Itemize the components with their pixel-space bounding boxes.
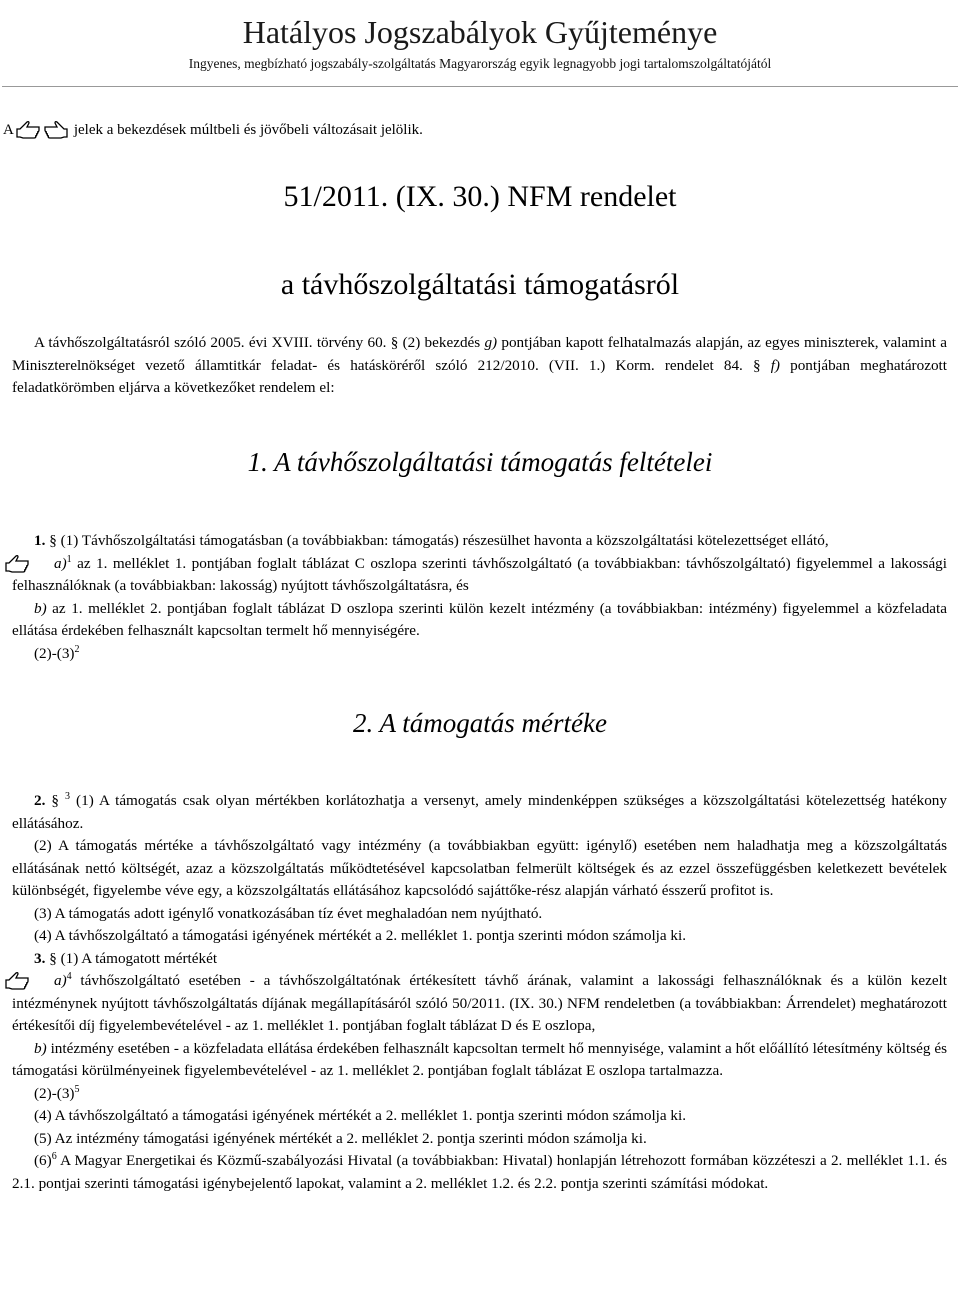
footnote-ref[interactable]: 2 xyxy=(74,643,80,655)
act-number: 51/2011. (IX. 30.) NFM rendelet xyxy=(283,180,677,213)
footnote-ref[interactable]: 1 xyxy=(66,553,72,565)
preamble-part1: A távhőszolgáltatásról szóló 2005. évi XVIII. törvény 60. § (2) bekezdés xyxy=(34,334,485,351)
hand-left-icon xyxy=(4,555,30,573)
hand-right-icon xyxy=(43,121,69,139)
section-1-body xyxy=(12,530,947,665)
preamble-g: g) xyxy=(484,334,498,351)
point-label: a) xyxy=(54,972,67,989)
point-label: b) xyxy=(34,1039,47,1057)
footnote-ref[interactable]: 6 xyxy=(51,1150,57,1162)
paragraph-number: 3. xyxy=(34,949,46,967)
point-text: az 1. melléklet 2. pontjában foglalt táblázat D oszlopa szerinti külön kezelt intézmény (a továbbiakban: intézmény) figyelemmel a közfeladata ellátása érdekében felhasznált kapcsoltan termelt hő mennyiségére. xyxy=(12,599,947,639)
point-text: az 1. melléklet 1. pontjában foglalt táblázat C oszlopa szerinti távhőszolgáltató (a továbbiakban: távhőszolgáltató) figyelemmel a lakossági felhasználóknak (a továbbiakban: lakosság) nyújtott távhőszolgáltatásra, és xyxy=(12,554,947,594)
paragraph-text: (2)-(3) xyxy=(34,644,75,662)
section-2-heading: 2. A támogatás mértéke xyxy=(353,708,607,738)
point-text: távhőszolgáltató esetében - a távhőszolgáltatónak értékesített távhő árának, valamint a lakossági felhasználóknak és a külön kezelt intézménynek nyújtott távhőszolgáltatás díjának megállapításáról szóló 50/2011. (IX. 30.) NFM rendeletben (a továbbiakban: Árrendelet) meghatározott értékesítői díj figyelembevételével - az 1. melléklet 1. pontjában foglalt táblázat D és E oszlopa, xyxy=(12,972,947,1034)
point-text: intézmény esetében - a közfeladata ellátása érdekében felhasznált kapcsoltan termelt hő mennyisége, valamint a hőt előállító létesítmény költség és támogatási körülményeinek figyelembevételével - az 1. melléklet 2. pontjában foglalt táblázat E oszlopa tartalmazza. xyxy=(12,1039,947,1079)
legend-text: jelek a bekezdések múltbeli és jövőbeli változásait jelölik. xyxy=(73,121,423,138)
paragraph-text: (1) A támogatás csak olyan mértékben korlátozhatja a versenyt, amely mindenképpen szükséges a közszolgáltatási kötelezettség hatékony ellátásához. xyxy=(12,792,947,832)
change-legend xyxy=(3,121,423,139)
act-title: a távhőszolgáltatási támogatásról xyxy=(280,268,680,301)
paragraph-number: 2. xyxy=(34,792,46,809)
paragraph-text: (2)-(3) xyxy=(34,1084,75,1102)
paragraph-text: A Magyar Energetikai és Közmű-szabályozási Hivatal (a továbbiakban: Hivatal) honlapján létrehozott formában közzéteszi a 2. melléklet 1.1. és 2.1. pontjai szerinti támogatási igénybejelentő lapokat, valamint a 2. melléklet 1.2. és 2.2. pontja szerinti számítási módokat. xyxy=(12,1152,947,1192)
paragraph-label: (6) xyxy=(34,1152,52,1169)
header-divider xyxy=(2,86,958,87)
paragraph-text: (4) A távhőszolgáltató a támogatási igényének mértékét a 2. melléklet 1. pontja szerinti módon számolja ki. xyxy=(34,927,687,944)
paragraph-text: § (1) Távhőszolgáltatási támogatásban (a továbbiakban: támogatás) részesülhet havonta a közszolgáltatási kötelezettséget ellátó, xyxy=(45,532,829,549)
footnote-ref[interactable]: 5 xyxy=(74,1083,80,1095)
preamble xyxy=(12,332,947,400)
hand-left-icon xyxy=(4,972,30,990)
legend-prefix: A xyxy=(3,121,14,138)
point-label: a) xyxy=(54,554,67,572)
hand-left-icon xyxy=(15,121,41,139)
section-2-body: 2. § $^3$ (1) A támogatás csak olyan mértékben korlátozhatja a versenyt, amely mindenképpen szükséges a közszolgáltatási kötelezettség hatékony ellátásához. (2) A támogatás mértéke a távhőszolgáltató vagy intézmény (a továbbiakban együtt: igénylő) esetében nem haladhatja meg a közszolgáltatás ellátásának nettó költségét, azaz a közszolgáltatás működtetésével kapcsolatban felmerült költségek és az ezzel összefüggésben keletkezett bevételek különbségét, figyelembe véve egy, a közszolgáltatás ellátásához kapcsolódó sajáttőke-rész alapján várható ésszerű profitot is. (3) A támogatás adott igénylő vonatkozásában tíz évet meghaladóan nem nyújtható. (4) A távhőszolgáltató a támogatási igényének mértékét a 2. melléklet 1. pontja szerinti módon számolja ki. 3. § (1) A támogatott mértékét a)$^4$ távhőszolgáltató esetében - a távhőszolgáltatónak értékesített távhő árának, valamint a lakossági felhasználóknak és a külön kezelt intézménynek nyújtott távhőszolgáltatás díjának megállapításáról szóló 50/2011. (IX. 30.) NFM rendeletben (a továbbiakban: Árrendelet) meghatározott értékesítői díj figyelembevételével - az 1. melléklet 1. pontjában foglalt táblázat D és E oszlopa, b) intézmény esetében - a közfeladata ellátása érdekében felhasznált kapcsoltan termelt hő mennyisége, valamint a hőt előállító létesítmény költség és támogatási körülményeinek figyelembevételével - az 1. melléklet 2. pontjában foglalt táblázat E oszlopa tartalmazza. $(2)-(3)^5$ (4) A távhőszolgáltató a támogatási igényének mértékét a 2. melléklet 1. pontja szerinti módon számolja ki. (5) Az intézmény támogatási igényének mértékét a 2. melléklet 2. pontja szerinti módon számolja ki. $(6)^6$ A Magyar Energetikai és Közmű-szabályozási Hivatal (a továbbiakban: Hivatal) honlapján létrehozott formában közzéteszi a 2. melléklet 1.1. és 2.1. pontjai szerinti támogatási igénybejelentő lapokat, valamint a 2. melléklet 1.2. és 2.2. pontja szerinti számítási módokat. xyxy=(12,790,947,1195)
point-label: b) xyxy=(34,599,47,617)
site-title: Hatályos Jogszabályok Gyűjteménye xyxy=(242,14,718,50)
paragraph-number: 1. xyxy=(34,532,46,549)
site-subtitle: Ingyenes, megbízható jogszabály-szolgáltatás Magyarország egyik legnagyobb jogi tartalomszolgáltatójától xyxy=(188,56,772,71)
paragraph-text: (2) A támogatás mértéke a távhőszolgáltató vagy intézmény (a továbbiakban együtt: igénylő) esetében nem haladhatja meg a közszolgáltatás ellátásának nettó költségét, azaz a közszolgáltatás működtetésével kapcsolatban felmerült költségek és az ezzel összefüggésben keletkezett bevételek különbségét, figyelembe véve egy, a közszolgáltatás ellátásához kapcsolódó sajáttőke-rész alapján várható ésszerű profitot is. xyxy=(12,837,947,899)
paragraph-text: (4) A távhőszolgáltató a támogatási igényének mértékét a 2. melléklet 1. pontja szerinti módon számolja ki. xyxy=(34,1107,687,1124)
footnote-ref[interactable]: 4 xyxy=(66,970,72,982)
section-1-heading: 1. A távhőszolgáltatási támogatás feltételei xyxy=(247,447,713,477)
preamble-f: f) xyxy=(770,356,780,374)
paragraph-text: (5) Az intézmény támogatási igényének mértékét a 2. melléklet 2. pontja szerinti módon számolja ki. xyxy=(34,1129,647,1147)
preamble-part3: pontjában meghatározott feladatkörömben eljárva a következőket rendelem el: xyxy=(12,356,947,396)
paragraph-text: (3) A támogatás adott igénylő vonatkozásában tíz évet meghaladóan nem nyújtható. xyxy=(34,904,543,922)
preamble-part2: pontjában kapott felhatalmazás alapján, az egyes miniszterek, valamint a Miniszterelnökséget vezető államtitkár feladat- és hatásköréről szóló 212/2010. (VII. 1.) Korm. rendelet 84. § xyxy=(12,334,947,374)
footnote-ref[interactable]: 3 xyxy=(65,790,71,802)
paragraph-text: § (1) A támogatott mértékét xyxy=(45,949,218,967)
